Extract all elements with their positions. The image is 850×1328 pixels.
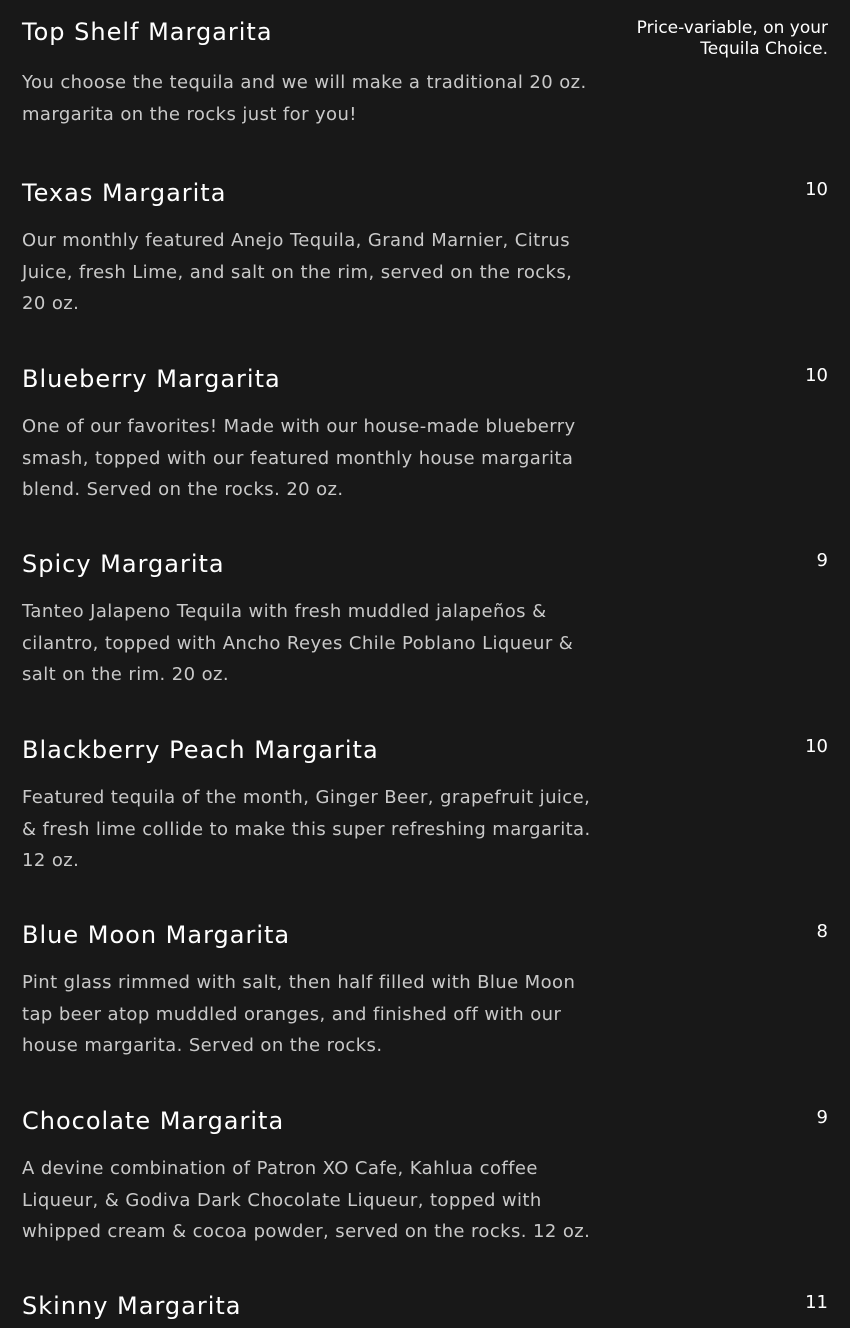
item-name: Spicy Margarita (22, 550, 225, 578)
item-price: 10 (805, 179, 828, 200)
item-name: Blackberry Peach Margarita (22, 736, 379, 764)
item-name: Texas Margarita (22, 179, 227, 207)
item-name: Blue Moon Margarita (22, 921, 291, 949)
item-price: 9 (816, 550, 828, 571)
item-price: 11 (805, 1292, 828, 1313)
item-description: Our monthly featured Anejo Tequila, Grand Marnier, Citrus Juice, fresh Lime, and salt on the rim, served on the rocks, 20 oz. (22, 230, 573, 314)
item-description: A devine combination of Patron XO Cafe, Kahlua coffee Liqueur, & Godiva Dark Chocolate Liqueur, topped with whipped cream & cocoa powder, served on the rocks. 12 oz. (22, 1158, 591, 1242)
item-description: One of our favorites! Made with our house-made blueberry smash, topped with our featured monthly house margarita blend. Served on the rocks. 20 oz. (22, 416, 576, 500)
item-price: 9 (816, 1107, 828, 1128)
item-price: 10 (805, 365, 828, 386)
item-name: Skinny Margarita (22, 1292, 242, 1320)
item-name: Chocolate Margarita (22, 1107, 285, 1135)
item-description: Tanteo Jalapeno Tequila with fresh muddled jalapeños & cilantro, topped with Ancho Reyes Chile Poblano Liqueur & salt on the rim. 20 oz. (22, 601, 574, 685)
item-name: Blueberry Margarita (22, 365, 281, 393)
item-price: Price-variable, on your Tequila Choice. (636, 18, 828, 59)
item-description: You choose the tequila and we will make a traditional 20 oz. margarita on the rocks just for you! (22, 72, 587, 125)
item-description: Featured tequila of the month, Ginger Beer, grapefruit juice, & fresh lime collide to make this super refreshing margarita. 12 oz. (22, 787, 591, 871)
item-price: 8 (816, 921, 828, 942)
item-name: Top Shelf Margarita (22, 18, 273, 46)
item-price: 10 (805, 736, 828, 757)
item-description: Pint glass rimmed with salt, then half filled with Blue Moon tap beer atop muddled oranges, and finished off with our house margarita. Served on the rocks. (22, 972, 576, 1056)
